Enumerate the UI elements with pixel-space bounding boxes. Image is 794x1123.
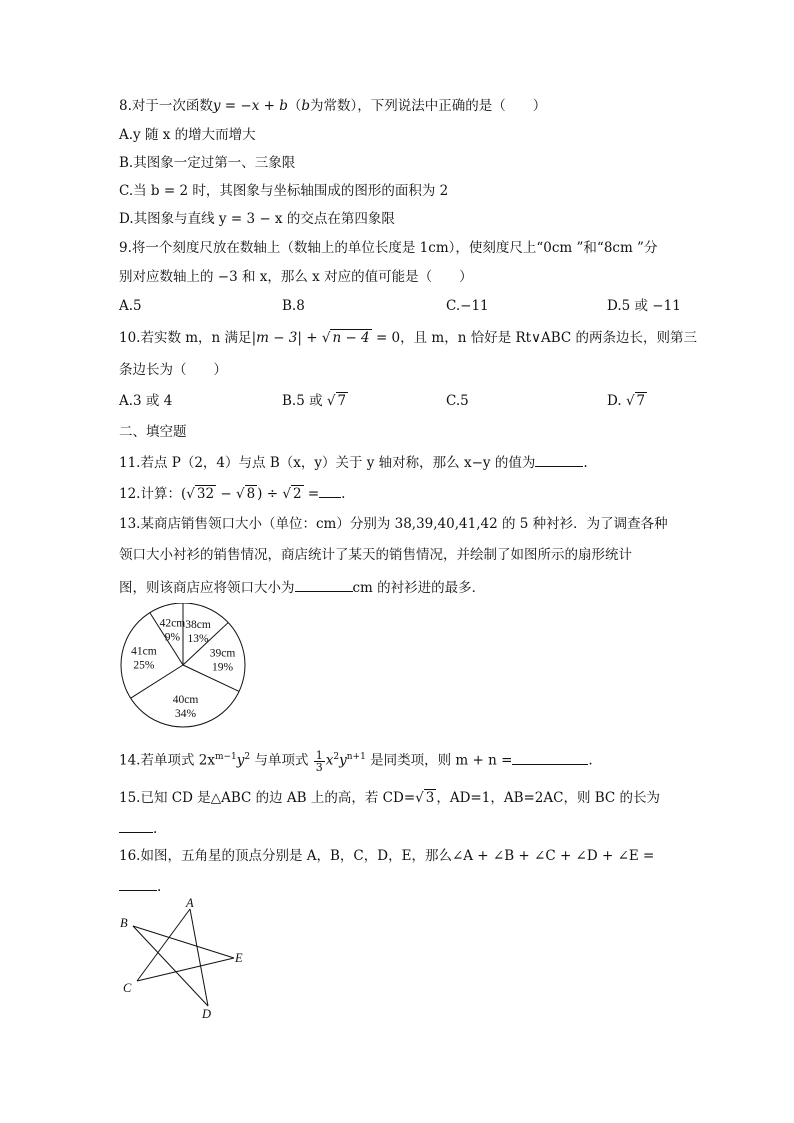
vertex-label-e: E — [235, 951, 243, 965]
q15-line2: . — [119, 818, 157, 838]
pie-slice-label: 38cm — [185, 619, 211, 632]
q9-line2: 别对应数轴上的 −3 和 x，那么 x 对应的值可能是（ ） — [119, 269, 473, 285]
vertex-label-b: B — [120, 916, 128, 930]
q12-answer-blank[interactable] — [319, 483, 341, 498]
pie-slice-label: 40cm — [172, 693, 199, 706]
q13-line2: 领口大小衬衫的销售情况，商店统计了某天的销售情况，并绘制了如图所示的扇形统计 — [119, 547, 632, 563]
q13-line1: 13.某商店销售领口大小（单位：cm）分别为 38,39,40,41,42 的 5 种衬衫．为了调查各种 — [119, 516, 668, 532]
q12-line: 12.计算：(√ 32 − √ 8 ) ÷ √ 2 = . — [119, 483, 345, 503]
q8-stem: 8.对于一次函数y = −x + b（b为常数），下列说法中正确的是（ ） — [119, 98, 547, 114]
q15-line1: 15.已知 CD 是△ABC 的边 AB 上的高，若 CD=√ 3 ，AD=1，AB=2AC，则 BC 的长为 — [119, 790, 661, 806]
q13-answer-blank[interactable] — [295, 577, 353, 592]
q10-option-c: C.5 — [446, 393, 469, 409]
q10-line1: 10.若实数 m，n 满足|m − 3| + √ n − 4 = 0，且 m，n 恰好是 Rt∨ABC 的两条边长，则第三 — [119, 330, 698, 346]
q9-line1: 9.将一个刻度尺放在数轴上（数轴上的单位长度是 1cm），使刻度尺上“0cm ”和“8cm ”分 — [119, 240, 658, 256]
section-heading-fill-in: 二、填空题 — [119, 424, 187, 440]
q11-answer-blank[interactable] — [535, 452, 583, 467]
q16-line2: . — [119, 876, 161, 896]
vertex-label-a: A — [186, 896, 194, 910]
q8-option-c: C.当 b = 2 时，其图象与坐标轴围成的图形的面积为 2 — [119, 183, 449, 199]
pie-slice-percent: 9% — [164, 631, 181, 644]
pentagram-edge-ad — [190, 909, 208, 1006]
vertex-label-c: C — [123, 981, 132, 995]
pie-slice-label: 39cm — [209, 647, 236, 660]
q9-option-a: A.5 — [119, 298, 142, 314]
pie-slice-label: 41cm — [131, 645, 157, 658]
q11-line: 11.若点 P（2，4）与点 B（x，y）关于 y 轴对称，那么 x−y 的值为 . — [119, 452, 588, 472]
q10-option-a: A.3 或 4 — [119, 393, 173, 409]
q9-option-b: B.8 — [282, 298, 305, 314]
q10-option-d: D. √ 7 — [607, 393, 646, 409]
pie-slice-percent: 13% — [187, 633, 209, 646]
pie-slice-percent: 25% — [133, 659, 155, 672]
q16-line1: 16.如图，五角星的顶点分别是 A，B，C，D，E，那么∠A + ∠B + ∠C + ∠D + ∠E = — [119, 848, 655, 864]
q8-option-b: B.其图象一定过第一、三象限 — [119, 155, 296, 171]
pie-slice-label: 42cm — [159, 617, 186, 630]
q15-answer-blank[interactable] — [119, 818, 153, 833]
q10-line2: 条边长为（ ） — [119, 362, 227, 378]
vertex-label-d: D — [202, 1007, 212, 1021]
pie-slice-percent: 34% — [174, 707, 197, 720]
q8-option-d: D.其图象与直线 y = 3 − x 的交点在第四象限 — [119, 211, 395, 227]
q13-line3: 图，则该商店应将领口大小为 cm 的衬衫进的最多． — [119, 577, 485, 597]
q9-option-d: D.5 或 −11 — [607, 298, 681, 314]
pentagram-figure — [110, 893, 270, 1023]
q10-option-b: B.5 或 √ 7 — [282, 393, 347, 409]
q8-option-a: A.y 随 x 的增大而增大 — [119, 127, 256, 143]
q14-line: 14.若单项式 $2x^{m-1}y^2$ 与单项式 $\frac{1}{3}$ $x^2y^{n+1}$ 是同类项，则 m + n = . — [119, 748, 593, 774]
pie-chart — [119, 603, 255, 731]
q14-answer-blank[interactable] — [512, 750, 588, 765]
q14-fraction: $\frac{1}{3}$ — [315, 748, 323, 774]
q9-option-c: C.−11 — [446, 298, 489, 314]
pie-slice-percent: 19% — [211, 661, 234, 674]
q16-answer-blank[interactable] — [119, 876, 157, 891]
